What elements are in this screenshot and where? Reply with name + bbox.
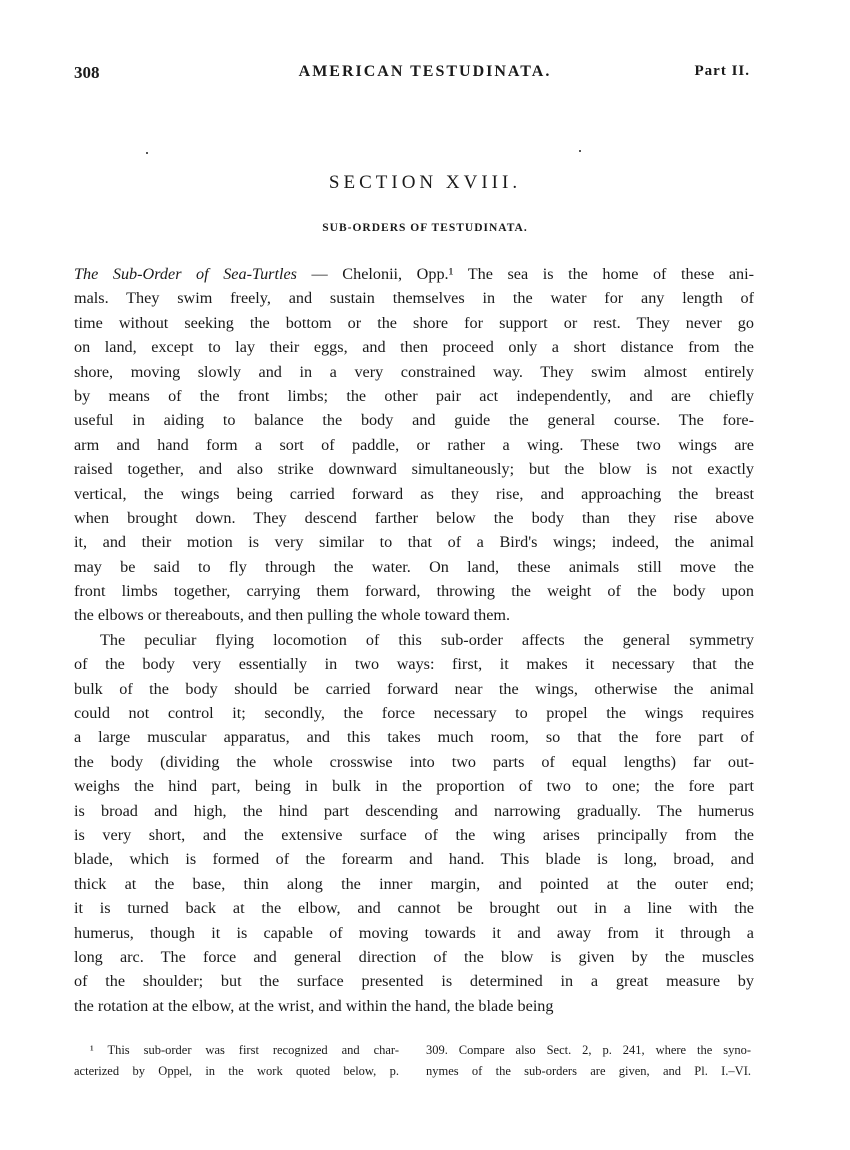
text-line: the rotation at the elbow, at the wrist, and within the hand, the blade being	[74, 996, 554, 1015]
text-line: is very short, and the extensive surface of the wing arises principally from the	[74, 825, 754, 844]
text-line: it, and their motion is very similar to that of a Bird's wings; indeed, the animal	[74, 533, 754, 552]
footnote-line: 309. Compare also Sect. 2, p. 241, where the syno-	[426, 1043, 751, 1057]
text-line: The peculiar flying locomotion of this sub-order affects the general symmetry	[100, 630, 754, 649]
text-line: could not control it; secondly, the force necessary to propel the wings requires	[74, 704, 754, 723]
section-title: SECTION XVIII.	[328, 172, 522, 193]
footnote-left-column	[74, 1040, 399, 1082]
text-line: The Sub-Order of Sea-Turtles — Chelonii, Opp.¹ The sea is the home of these ani-	[74, 265, 754, 283]
paragraph-lead: The Sub-Order of Sea-Turtles	[74, 265, 312, 283]
text-line: by means of the front limbs; the other pair act independently, and are chiefly	[74, 386, 754, 405]
body-text	[74, 262, 754, 1018]
footnote-line: acterized by Oppel, in the work quoted below, p.	[74, 1064, 399, 1078]
text-line: vertical, the wings being carried forward as they rise, and approaching the breast	[74, 484, 754, 503]
text-line: is broad and high, the hind part descending and narrowing gradually. The humerus	[74, 801, 754, 820]
running-title: AMERICAN TESTUDINATA.	[298, 63, 552, 80]
footnote-line: ¹ This sub-order was first recognized and char-	[90, 1043, 399, 1057]
text-line: front limbs together, carrying them forward, throwing the weight of the body upon	[74, 582, 754, 601]
text-line: it is turned back at the elbow, and cannot be brought out in a line with the	[74, 899, 754, 918]
text-line: the body (dividing the whole crosswise into two parts of equal lengths) far out-	[74, 752, 754, 771]
text-line: thick at the base, thin along the inner margin, and pointed at the outer end;	[74, 874, 754, 893]
speck	[146, 152, 148, 154]
speck	[579, 150, 581, 152]
text-line: of the shoulder; but the surface presented is determined in a great measure by	[74, 972, 754, 991]
section-subheading: SUB-ORDERS OF TESTUDINATA.	[322, 222, 528, 234]
text-line: humerus, though it is capable of moving towards it and away from it through a	[74, 923, 754, 942]
text-line: time without seeking the bottom or the shore for support or rest. They never go	[74, 313, 754, 332]
page-number: 308	[74, 63, 100, 82]
text-line: long arc. The force and general direction of the blow is given by the muscles	[74, 947, 754, 966]
text-line: arm and hand form a sort of paddle, or rather a wing. These two wings are	[74, 435, 754, 454]
text-line: useful in aiding to balance the body and guide the general course. The fore-	[74, 411, 754, 430]
footnote-line: nymes of the sub-orders are given, and Pl. I.–VI.	[426, 1064, 751, 1078]
text-line: bulk of the body should be carried forward near the wings, otherwise the animal	[74, 679, 754, 698]
text-line: shore, moving slowly and in a very constrained way. They swim almost entirely	[74, 362, 754, 381]
text-line: when brought down. They descend farther below the body than they rise above	[74, 508, 754, 527]
text-line: mals. They swim freely, and sustain themselves in the water for any length of	[74, 289, 754, 308]
text-line: may be said to fly through the water. On land, these animals still move the	[74, 557, 754, 576]
text-line: the elbows or thereabouts, and then pulling the whole toward them.	[74, 606, 511, 625]
footnote-right-column	[426, 1040, 751, 1082]
text-line: of the body very essentially in two ways: first, it makes it necessary that the	[74, 655, 754, 674]
text-line: weighs the hind part, being in bulk in the proportion of two to one; the fore part	[74, 777, 754, 796]
part-label: Part II.	[694, 63, 750, 79]
text-line: on land, except to lay their eggs, and then proceed only a short distance from the	[74, 338, 754, 357]
text-line: blade, which is formed of the forearm and hand. This blade is long, broad, and	[74, 850, 754, 869]
text-line: a large muscular apparatus, and this takes much room, so that the fore part of	[74, 728, 754, 747]
text-line: raised together, and also strike downward simultaneously; but the blow is not exactly	[74, 460, 754, 479]
